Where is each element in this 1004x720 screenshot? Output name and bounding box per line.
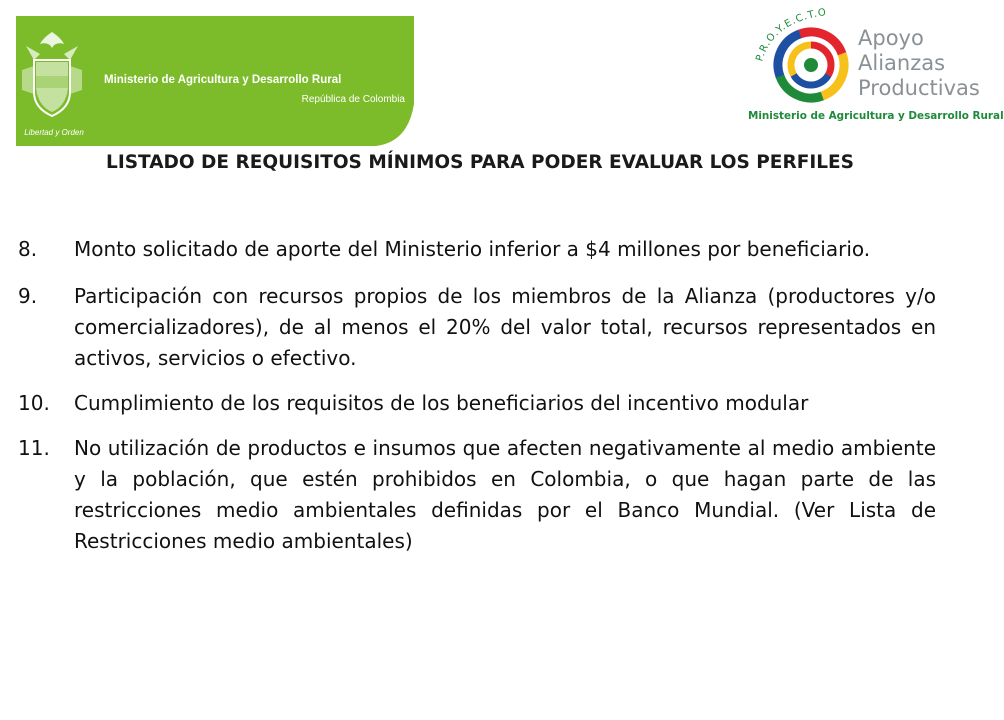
requirement-text: Cumplimiento de los requisitos de los beneficiarios del incentivo modular xyxy=(74,391,809,415)
requirement-item xyxy=(18,433,936,557)
requirement-text: Participación con recursos propios de los miembros de la Alianza (productores y/o comercializadores), de al menos el 20% del valor total, recursos representados en activos, servicios o efectivo. xyxy=(74,284,936,370)
project-logo-title-line: Apoyo xyxy=(858,26,924,50)
requirement-number: 8. xyxy=(18,237,38,261)
requirements-list xyxy=(18,234,936,557)
shield-motto: Libertad y Orden xyxy=(24,128,84,137)
country-name: República de Colombia xyxy=(301,94,405,105)
proyecto-arc-label: P.R.O.Y.E.C.T.O xyxy=(754,7,828,63)
requirement-item xyxy=(18,281,936,374)
project-logo-subtitle: Ministerio de Agricultura y Desarrollo Rural xyxy=(748,110,1004,122)
project-logo-title xyxy=(858,26,980,101)
requirement-text: Monto solicitado de aporte del Ministerio inferior a $4 millones por beneficiario. xyxy=(74,237,871,261)
coat-of-arms-icon xyxy=(20,30,84,120)
project-logo-title-line: Alianzas xyxy=(858,51,946,75)
project-logo-title-line: Productivas xyxy=(858,76,980,100)
document-title: LISTADO DE REQUISITOS MÍNIMOS PARA PODER EVALUAR LOS PERFILES xyxy=(106,152,854,173)
ministry-name: Ministerio de Agricultura y Desarrollo Rural xyxy=(104,74,342,86)
requirement-number: 10. xyxy=(18,391,50,415)
requirement-item xyxy=(18,234,936,265)
requirement-number: 11. xyxy=(18,436,50,460)
requirement-number: 9. xyxy=(18,284,38,308)
requirement-text: No utilización de productos e insumos que afecten negativamente al medio ambiente y la población, que estén prohibidos en Colombia, o que hagan parte de las restricciones medio ambientales definidas por el Banco Mundial. (Ver Lista de Restricciones medio ambientales) xyxy=(74,436,936,553)
requirement-item xyxy=(18,388,936,419)
project-logo-swirl-icon xyxy=(772,26,850,104)
